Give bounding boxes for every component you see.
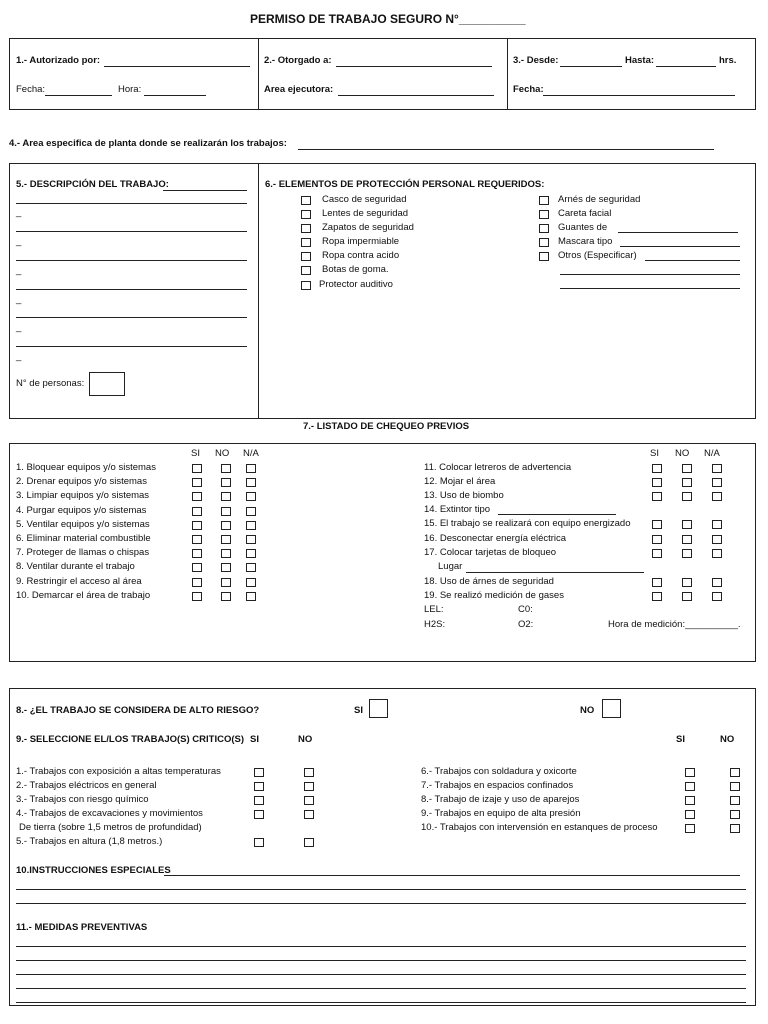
o2-label: O2:	[518, 619, 534, 630]
checklist-checkbox[interactable]	[652, 578, 662, 587]
checklist-item-label: 1. Bloquear equipos y/o sistemas	[16, 462, 156, 473]
checklist-checkbox[interactable]	[682, 578, 692, 587]
checklist-item-label: 17. Colocar tarjetas de bloqueo	[424, 547, 557, 558]
epp-item-label: Guantes de	[558, 222, 608, 233]
co-label: C0:	[518, 604, 533, 615]
area-ejecutora-label: Area ejecutora:	[264, 84, 334, 95]
checklist-checkbox[interactable]	[712, 492, 722, 501]
critical-checkbox[interactable]	[685, 782, 695, 791]
checklist-item-label: 6. Eliminar material combustible	[16, 533, 151, 544]
critical-checkbox[interactable]	[685, 768, 695, 777]
critical-item-label: 3.- Trabajos con riesgo químico	[16, 794, 149, 805]
checklist-checkbox[interactable]	[246, 549, 256, 558]
no-header-left: NO	[215, 448, 230, 459]
epp-item-label: Otros (Especificar)	[558, 250, 637, 261]
desde-label: 3.- Desde:	[513, 55, 559, 66]
alto-riesgo-no-checkbox[interactable]	[602, 699, 621, 718]
critical-item-label: 6.- Trabajos con soldadura y oxicorte	[421, 766, 577, 777]
checklist-checkbox[interactable]	[246, 563, 256, 572]
checklist-checkbox[interactable]	[652, 549, 662, 558]
checklist-checkbox[interactable]	[192, 563, 202, 572]
checklist-checkbox[interactable]	[246, 592, 256, 601]
checklist-checkbox[interactable]	[221, 507, 231, 516]
hrs-label: hrs.	[719, 55, 737, 66]
critical-checkbox[interactable]	[730, 768, 740, 777]
critical-no-left: NO	[298, 734, 313, 745]
checklist-checkbox[interactable]	[221, 592, 231, 601]
critical-si-left: SI	[250, 734, 259, 745]
h2s-label: H2S:	[424, 619, 446, 630]
checklist-item-label: 11. Colocar letreros de advertencia	[424, 462, 572, 473]
checklist-checkbox[interactable]	[652, 478, 662, 487]
critical-checkbox[interactable]	[304, 782, 314, 791]
checklist-checkbox[interactable]	[682, 492, 692, 501]
critical-checkbox[interactable]	[304, 768, 314, 777]
checklist-item-label: 13. Uso de biombo	[424, 490, 504, 501]
epp-item-label: Casco de seguridad	[322, 194, 407, 205]
epp-checkbox[interactable]	[301, 210, 311, 219]
checklist-checkbox[interactable]	[221, 549, 231, 558]
si-header-right: SI	[650, 448, 659, 459]
checklist-item-label: 18. Uso de árnes de seguridad	[424, 576, 554, 587]
checklist-checkbox[interactable]	[682, 549, 692, 558]
checklist-item-label: 10. Demarcar el área de trabajo	[16, 589, 151, 601]
critical-no-right: NO	[720, 734, 735, 745]
critical-item-label: 5.- Trabajos en altura (1,8 metros.)	[16, 836, 163, 847]
critical-work-label: 9.- SELECCIONE EL/LOS TRABAJO(S) CRITICO(S)	[16, 734, 245, 745]
checklist-checkbox[interactable]	[682, 520, 692, 529]
checklist-checkbox[interactable]	[712, 535, 722, 544]
checklist-checkbox[interactable]	[246, 464, 256, 473]
epp-checkbox[interactable]	[301, 281, 311, 290]
checklist-checkbox[interactable]	[192, 492, 202, 501]
area-especifica-label: 4.- Area especifica de planta donde se realizarán los trabajos:	[9, 138, 287, 149]
checklist-item-label: 16. Desconectar energía eléctrica	[424, 533, 567, 544]
checklist-checkbox[interactable]	[246, 507, 256, 516]
critical-item-label: 8.- Trabajo de izaje y uso de aparejos	[421, 794, 580, 805]
checklist-checkbox[interactable]	[682, 592, 692, 601]
checklist-title: 7.- LISTADO DE CHEQUEO PREVIOS	[303, 421, 470, 432]
checklist-checkbox[interactable]	[192, 549, 202, 558]
checklist-checkbox[interactable]	[682, 535, 692, 544]
desde-field[interactable]	[560, 66, 622, 67]
na-header-left: N/A	[243, 448, 259, 459]
checklist-checkbox[interactable]	[221, 478, 231, 487]
checklist-checkbox[interactable]	[221, 464, 231, 473]
checklist-checkbox[interactable]	[221, 563, 231, 572]
epp-checkbox[interactable]	[301, 266, 311, 275]
medidas-label: 11.- MEDIDAS PREVENTIVAS	[16, 922, 148, 933]
epp-item-label: Protector auditivo	[319, 279, 393, 290]
epp-label: 6.- ELEMENTOS DE PROTECCIÓN PERSONAL REQUERIDOS:	[265, 179, 545, 190]
area-ejecutora-field[interactable]	[338, 95, 494, 96]
na-header-right: N/A	[704, 448, 720, 459]
critical-checkbox[interactable]	[685, 796, 695, 805]
checklist-checkbox[interactable]	[192, 535, 202, 544]
authorized-by-label: 1.- Autorizado por:	[16, 55, 101, 66]
extintor-field[interactable]	[498, 514, 616, 515]
checklist-checkbox[interactable]	[246, 521, 256, 530]
lel-label: LEL:	[424, 604, 444, 615]
critical-item-label: 7.- Trabajos en espacios confinados	[421, 780, 574, 791]
critical-checkbox[interactable]	[304, 838, 314, 847]
epp-checkbox[interactable]	[301, 252, 311, 261]
critical-item-label: De tierra (sobre 1,5 metros de profundidad)	[19, 822, 202, 833]
critical-si-right: SI	[676, 734, 685, 745]
critical-checkbox[interactable]	[254, 768, 264, 777]
checklist-checkbox[interactable]	[192, 521, 202, 530]
epp-item-label: Careta facial	[558, 208, 612, 219]
epp-checkbox[interactable]	[301, 238, 311, 247]
page-title: PERMISO DE TRABAJO SEGURO N°__________	[250, 12, 526, 26]
checklist-checkbox[interactable]	[246, 478, 256, 487]
checklist-item-label: 15. El trabajo se realizará con equipo energizado	[424, 518, 631, 529]
checklist-checkbox[interactable]	[192, 507, 202, 516]
critical-item-label: 10.- Trabajos con intervensión en estanques de proceso	[421, 822, 658, 833]
checklist-checkbox[interactable]	[712, 578, 722, 587]
checklist-checkbox[interactable]	[192, 464, 202, 473]
fecha3-label: Fecha:	[513, 84, 544, 95]
fecha1-label: Fecha:	[16, 84, 46, 95]
checklist-item-label: 8. Ventilar durante el trabajo	[16, 561, 135, 573]
checklist-checkbox[interactable]	[712, 464, 722, 473]
epp-checkbox[interactable]	[539, 196, 549, 205]
checklist-checkbox[interactable]	[221, 492, 231, 501]
critical-checkbox[interactable]	[254, 838, 264, 847]
checklist-checkbox[interactable]	[246, 492, 256, 501]
critical-checkbox[interactable]	[304, 810, 314, 819]
checklist-checkbox[interactable]	[246, 535, 256, 544]
checklist-checkbox[interactable]	[652, 535, 662, 544]
checklist-item-label: Lugar	[438, 561, 463, 572]
epp-checkbox[interactable]	[301, 196, 311, 205]
checklist-item-label: 19. Se realizó medición de gases	[424, 590, 564, 601]
checklist-checkbox[interactable]	[221, 578, 231, 587]
hora1-label: Hora:	[118, 84, 142, 95]
epp-blank-field[interactable]	[620, 246, 740, 247]
descripcion-label: 5.- DESCRIPCIÓN DEL TRABAJO:	[16, 179, 169, 190]
epp-item-label: Ropa contra acido	[322, 250, 400, 261]
fecha1-field[interactable]	[45, 95, 112, 96]
critical-checkbox[interactable]	[685, 824, 695, 833]
checklist-item-label: 7. Proteger de llamas o chispas	[16, 547, 150, 559]
epp-item-label: Lentes de seguridad	[322, 208, 409, 219]
no-header-right: NO	[675, 448, 690, 459]
checklist-checkbox[interactable]	[682, 478, 692, 487]
epp-item-label: Mascara tipo	[558, 236, 613, 247]
critical-checkbox[interactable]	[254, 782, 264, 791]
instrucciones-label: 10.INSTRUCCIONES ESPECIALES	[16, 865, 171, 876]
critical-item-label: 4.- Trabajos de excavaciones y movimientos	[16, 808, 203, 819]
area-especifica-field[interactable]	[298, 149, 714, 150]
header-box	[9, 38, 756, 110]
checklist-checkbox[interactable]	[652, 492, 662, 501]
personas-input[interactable]	[89, 372, 125, 396]
epp-checkbox[interactable]	[539, 252, 549, 261]
epp-checkbox[interactable]	[539, 210, 549, 219]
critical-checkbox[interactable]	[685, 810, 695, 819]
alto-riesgo-si-checkbox[interactable]	[369, 699, 388, 718]
granted-to-field[interactable]	[336, 66, 492, 67]
hora1-field[interactable]	[144, 95, 206, 96]
granted-to-label: 2.- Otorgado a:	[264, 55, 332, 66]
checklist-checkbox[interactable]	[221, 521, 231, 530]
alto-riesgo-no-label: NO	[580, 705, 595, 716]
checklist-checkbox[interactable]	[712, 520, 722, 529]
personas-label: N° de personas:	[16, 378, 85, 389]
epp-blank-field[interactable]	[645, 260, 740, 261]
critical-checkbox[interactable]	[730, 796, 740, 805]
alto-riesgo-si-label: SI	[354, 705, 363, 716]
epp-item-label: Botas de goma.	[322, 264, 389, 275]
critical-item-label: 9.- Trabajos en equipo de alta presión	[421, 808, 581, 819]
epp-checkbox[interactable]	[539, 224, 549, 233]
epp-blank-field[interactable]	[618, 232, 738, 233]
critical-checkbox[interactable]	[730, 824, 740, 833]
hasta-field[interactable]	[656, 66, 716, 67]
hasta-label: Hasta:	[625, 55, 655, 66]
si-header-left: SI	[191, 448, 200, 459]
checklist-item-label: 5. Ventilar equipos y/o sistemas	[16, 518, 150, 530]
checklist-item-label: 9. Restringir el acceso al área	[16, 575, 142, 587]
epp-checkbox[interactable]	[301, 224, 311, 233]
critical-checkbox[interactable]	[254, 796, 264, 805]
critical-item-label: 1.- Trabajos con exposición a altas temperaturas	[16, 766, 221, 777]
lugar-field[interactable]	[466, 572, 644, 573]
epp-item-label: Arnés de seguridad	[558, 194, 641, 205]
checklist-item-label: 4. Purgar equipos y/o sistemas	[16, 504, 147, 516]
critical-checkbox[interactable]	[254, 810, 264, 819]
descripcion-field[interactable]	[163, 190, 247, 191]
checklist-checkbox[interactable]	[221, 535, 231, 544]
authorized-by-field[interactable]	[104, 66, 250, 67]
checklist-checkbox[interactable]	[246, 578, 256, 587]
checklist-checkbox[interactable]	[682, 464, 692, 473]
checklist-checkbox[interactable]	[192, 578, 202, 587]
critical-checkbox[interactable]	[304, 796, 314, 805]
checklist-checkbox[interactable]	[652, 592, 662, 601]
hora-medicion-label: Hora de medición:__________.	[608, 619, 741, 630]
checklist-item-label: 14. Extintor tipo	[424, 504, 491, 515]
epp-checkbox[interactable]	[539, 238, 549, 247]
checklist-checkbox[interactable]	[652, 464, 662, 473]
critical-checkbox[interactable]	[730, 810, 740, 819]
checklist-checkbox[interactable]	[192, 478, 202, 487]
epp-item-label: Ropa impermiable	[322, 236, 400, 247]
critical-checkbox[interactable]	[730, 782, 740, 791]
checklist-item-label: 12. Mojar el área	[424, 476, 496, 487]
fecha3-field[interactable]	[543, 95, 735, 96]
epp-item-label: Zapatos de seguridad	[322, 222, 414, 233]
checklist-checkbox[interactable]	[712, 592, 722, 601]
checklist-item-label: 3. Limpiar equipos y/o sistemas	[16, 490, 150, 502]
checklist-checkbox[interactable]	[712, 549, 722, 558]
alto-riesgo-label: 8.- ¿EL TRABAJO SE CONSIDERA DE ALTO RIESGO?	[16, 705, 260, 716]
checklist-checkbox[interactable]	[712, 478, 722, 487]
checklist-item-label: 2. Drenar equipos y/o sistemas	[16, 476, 147, 488]
critical-item-label: 2.- Trabajos eléctricos en general	[16, 780, 157, 791]
checklist-checkbox[interactable]	[192, 592, 202, 601]
checklist-checkbox[interactable]	[652, 520, 662, 529]
